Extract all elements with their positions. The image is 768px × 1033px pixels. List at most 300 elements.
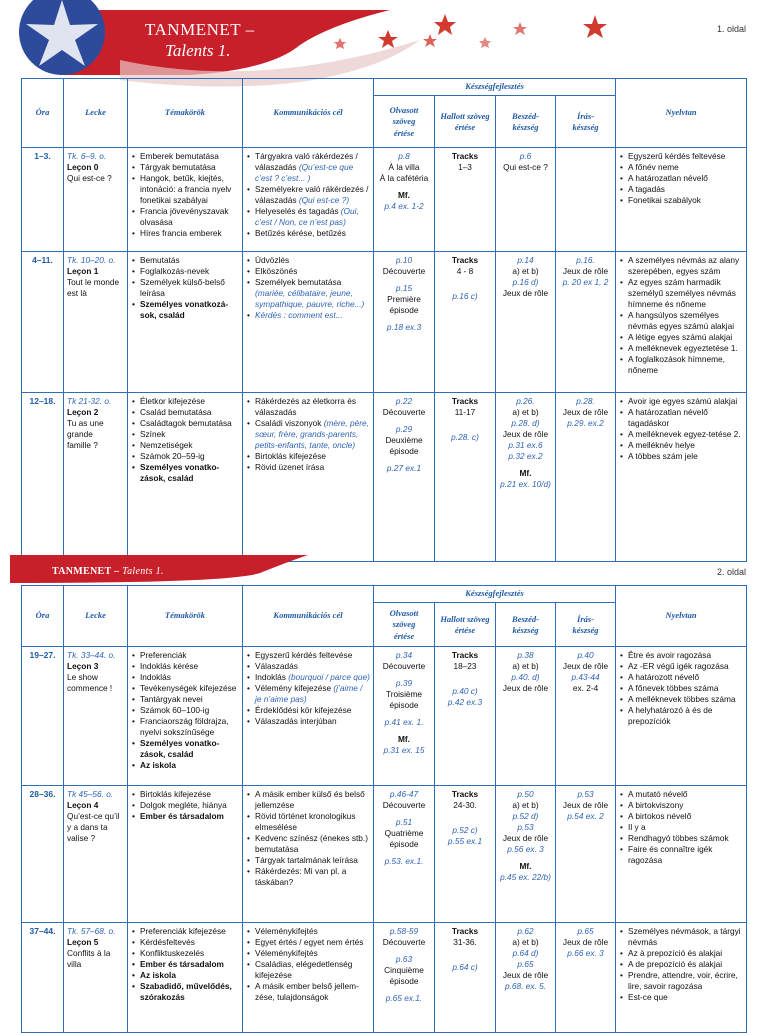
iras-line: p.40 xyxy=(577,650,594,660)
kommunikacios-item xyxy=(255,833,370,855)
nyelvtan-cell xyxy=(616,923,747,1033)
beszed-line: p.56 ex. 3 xyxy=(507,844,544,855)
hallott-line: Tracks xyxy=(451,789,479,799)
nyelvtan-item: • Est-ce que xyxy=(628,992,743,1003)
temakor-item: • Nemzetiségek xyxy=(140,440,239,451)
nyelvtan-cell xyxy=(616,393,747,562)
lecke-text: Qu’est-ce qu’il xyxy=(67,811,120,822)
lecke-cell xyxy=(64,647,128,786)
beszed-line: a) et b) xyxy=(512,407,539,418)
beszed-line: Mf. xyxy=(519,468,532,479)
header-temakorok: Témakörök xyxy=(128,586,243,647)
lecke-cell xyxy=(64,923,128,1033)
olvasott-line: Troisième xyxy=(385,689,423,700)
hallott-line: 24-30. xyxy=(453,800,477,811)
lecke-title: Leçon 4 xyxy=(67,800,99,811)
temakor-item: • Foglalkozás-nevek xyxy=(140,266,239,277)
olvasott-line: Cinquième xyxy=(384,965,424,976)
beszed-line: a) et b) xyxy=(512,266,539,277)
kommunikacios-text: Családi viszonyok xyxy=(255,418,324,429)
olvasott-group xyxy=(377,734,431,756)
temakor-item: • Szabadidő, művelődés, szórakozás xyxy=(140,981,239,1003)
beszed-line: p.68. ex. 5. xyxy=(504,981,547,992)
nyelvtan-item: • Személyes névmások, a tárgyi névmás xyxy=(628,926,743,948)
kommunikacios-example: (mariée, célibataire, jeune, sympathique, pauvre, riche...) xyxy=(255,288,365,310)
kommunikacios-text: Válaszadás xyxy=(255,661,298,672)
iras-cell xyxy=(556,252,616,393)
olvasott-group xyxy=(377,255,431,277)
beszed-line: a) et b) xyxy=(512,800,539,811)
nyelvtan-list xyxy=(619,396,743,462)
header-kommunikacios: Kommunikációs cél xyxy=(243,79,374,148)
olvasott-line: Mf. xyxy=(398,734,410,745)
olvasott-group xyxy=(377,856,431,867)
kommunikacios-text: Érdeklődési kör kifejezése xyxy=(255,705,352,716)
olvasott-group xyxy=(377,993,431,1004)
olvasott-group xyxy=(377,190,431,212)
iras-line: p.29. ex.2 xyxy=(567,418,604,429)
olvasott-line: p.53. ex.1. xyxy=(384,856,424,867)
temakor-item: • Tevékenységek kifejezése xyxy=(140,683,239,694)
kommunikacios-text: Tárgyak tartalmának leírása xyxy=(255,855,358,866)
ora-cell: 28–36. xyxy=(22,786,64,923)
lecke-title: Leçon 5 xyxy=(67,937,99,948)
iras-line: p.43-44 xyxy=(571,672,600,683)
olvasott-line: Première xyxy=(387,294,421,305)
beszed-line: p.64 d) xyxy=(512,948,539,959)
olvasott-line: p.65 ex.1. xyxy=(385,993,423,1004)
lecke-ref: Tk. 10–20. o. xyxy=(67,255,116,265)
lecke-cell xyxy=(64,393,128,562)
nyelvtan-item: • A főnév neme xyxy=(628,162,743,173)
olvasott-group xyxy=(377,678,431,711)
nyelvtan-item: • Prendre, attendre, voir, écrire, lire, savoir ragozása xyxy=(628,970,743,992)
kommunikacios-item xyxy=(255,959,370,981)
temakor-item: • Család bemutatása xyxy=(140,407,239,418)
beszed-line: Jeux de rôle xyxy=(502,833,549,844)
iras-line: p.54 ex. 2 xyxy=(567,811,604,822)
lecke-text: Qui est-ce ? xyxy=(67,173,112,184)
lecke-text: grande xyxy=(67,429,93,440)
nyelvtan-item: • A hangsúlyos személyes névmás egyes számú alakjai xyxy=(628,310,743,332)
header-keszseg: Készségfejlesztés xyxy=(374,79,616,96)
ora-cell: 37–44. xyxy=(22,923,64,1033)
temakor-item: • Emberek bemutatása xyxy=(140,151,239,162)
kommunikacios-example: (j’aime / je n’aime pas) xyxy=(255,683,363,705)
beszed-line: Jeux de rôle xyxy=(502,683,549,694)
lecke-text: villa xyxy=(67,959,82,970)
olvasott-line: À la villa xyxy=(388,162,420,173)
hallott-line: Tracks xyxy=(451,650,479,660)
temakor-item: • Számok 60–100-ig xyxy=(140,705,239,716)
temakor-item: • Kérdésfeltevés xyxy=(140,937,239,948)
kommunikacios-item xyxy=(255,650,370,661)
temakor-item: • Személyes vonatko-zások, család xyxy=(140,738,239,760)
lecke-cell xyxy=(64,786,128,923)
kommunikacios-item xyxy=(255,705,370,716)
hallott-cell xyxy=(435,393,496,562)
temakor-item: • Preferenciák xyxy=(140,650,239,661)
nyelvtan-item: • Egyszerű kérdés feltevése xyxy=(628,151,743,162)
nyelvtan-item: • A melléknév helye xyxy=(628,440,743,451)
olvasott-line: Découverte xyxy=(382,266,426,277)
nyelvtan-item: • A személyes névmás az alany szerepében, egyes szám xyxy=(628,255,743,277)
kommunikacios-item xyxy=(255,855,370,866)
kommunikacios-item xyxy=(255,716,370,727)
page2-number: 2. oldal xyxy=(716,567,746,577)
olvasott-line: épisode xyxy=(389,976,419,987)
iras-line: Jeux de rôle xyxy=(562,266,609,277)
kommunikacios-text: Üdvözlés xyxy=(255,255,290,265)
hallott-line: p.40 c) xyxy=(452,686,478,697)
header-beszed: Beszéd- készség xyxy=(496,603,556,647)
nyelvtan-item: • Az à prepozíció és alakjai xyxy=(628,948,743,959)
kommunikacios-list xyxy=(246,789,370,888)
kommunikacios-list xyxy=(246,255,370,321)
olvasott-line: Découverte xyxy=(382,407,426,418)
beszed-line: p.52 d) xyxy=(512,811,539,822)
lecke-text: Conflits à la xyxy=(67,948,111,959)
kommunikacios-text: Válaszadás interjúban xyxy=(255,716,337,727)
table-row xyxy=(22,393,747,562)
beszed-line: a) et b) xyxy=(512,937,539,948)
table-row xyxy=(22,148,747,252)
kommunikacios-text: Személyekre való rákérdezés / válaszadás xyxy=(255,184,369,206)
kommunikacios-text: Egyet értés / egyet nem értés xyxy=(255,937,364,948)
kommunikacios-item xyxy=(255,418,370,451)
olvasott-line: Découverte xyxy=(382,800,426,811)
nyelvtan-item: • A határozatlan névelő xyxy=(628,173,743,184)
kommunikacios-text: A másik ember külső és belső jellemzése xyxy=(255,789,365,811)
nyelvtan-item: • A helyhatározó à és de prepozíciók xyxy=(628,705,743,727)
nyelvtan-cell xyxy=(616,252,747,393)
kommunikacios-text: Elköszönés xyxy=(255,266,298,277)
nyelvtan-list xyxy=(619,926,743,1003)
nyelvtan-list xyxy=(619,789,743,866)
beszed-cell xyxy=(496,252,556,393)
lecke-text: valise ? xyxy=(67,833,96,844)
lecke-ref: Tk. 6–9. o. xyxy=(67,151,107,161)
olvasott-group xyxy=(377,283,431,316)
iras-line: p.16. xyxy=(576,255,595,265)
hallott-line: Tracks xyxy=(451,151,479,161)
kommunikacios-item xyxy=(255,948,370,959)
hallott-cell xyxy=(435,786,496,923)
olvasott-line: p.15 xyxy=(395,283,413,294)
temakorok-cell xyxy=(128,786,243,923)
olvasott-line: À la cafétéria xyxy=(379,173,429,184)
plan-table-page1 xyxy=(21,78,747,562)
iras-line: Jeux de rôle xyxy=(562,661,609,672)
header-ora: Óra xyxy=(22,586,64,647)
kommunikacios-item xyxy=(255,937,370,948)
kommunikacios-item xyxy=(255,462,370,473)
iras-line: p.65 xyxy=(577,926,594,936)
olvasott-line: p.10 xyxy=(395,255,413,265)
olvasott-line: p.31 ex. 15 xyxy=(383,745,425,756)
kommunikacios-text: Személyek bemutatása xyxy=(255,277,342,288)
temakorok-list xyxy=(131,789,239,822)
kommunikacios-example: (bourquoi / parce que) xyxy=(288,672,370,683)
olvasott-group xyxy=(377,717,431,728)
header-iras: Írás- készség xyxy=(556,603,616,647)
table-row xyxy=(22,786,747,923)
header-iras: Írás- készség xyxy=(556,96,616,148)
lecke-text: famille ? xyxy=(67,440,98,451)
kommunikacios-item xyxy=(255,310,370,321)
olvasott-group xyxy=(377,322,431,333)
kommunikacios-text: Rövid történet kronologikus elmesélése xyxy=(255,811,356,833)
olvasott-line: p.51 xyxy=(395,817,413,828)
nyelvtan-item: • A tagadás xyxy=(628,184,743,195)
nyelvtan-item: • Az egyes szám harmadik személyű személyes névmás hímneme és nőneme xyxy=(628,277,743,310)
temakor-item: • Az iskola xyxy=(140,760,239,771)
kommunikacios-item xyxy=(255,255,370,266)
hallott-line: p.28. c) xyxy=(451,432,479,443)
header-hallott: Hallott szöveg értése xyxy=(435,96,496,148)
kommunikacios-item xyxy=(255,228,370,239)
olvasott-line: Découverte xyxy=(382,937,426,948)
olvasott-cell xyxy=(374,148,435,252)
olvasott-group xyxy=(377,396,431,418)
olvasott-line: Deuxième xyxy=(385,435,423,446)
temakorok-list xyxy=(131,255,239,321)
temakor-item: • Személyes vonatkozá-sok, család xyxy=(140,299,239,321)
page1-title-line1: TANMENET – xyxy=(145,20,255,39)
nyelvtan-item: • Az -ER végű igék ragozása xyxy=(628,661,743,672)
hallott-cell xyxy=(435,148,496,252)
olvasott-line: Découverte xyxy=(382,661,426,672)
temakor-item: • Konfliktuskezelés xyxy=(140,948,239,959)
kommunikacios-item xyxy=(255,683,370,705)
olvasott-line: p.29 xyxy=(395,424,413,435)
header-temakorok: Témakörök xyxy=(128,79,243,148)
kommunikacios-item xyxy=(255,451,370,462)
temakorok-list xyxy=(131,151,239,239)
iras-cell xyxy=(556,393,616,562)
temakorok-list xyxy=(131,396,239,484)
nyelvtan-item: • A főnevek többes száma xyxy=(628,683,743,694)
nyelvtan-item: • A mutató névelő xyxy=(628,789,743,800)
temakor-item: • Ember és társadalom xyxy=(140,959,239,970)
olvasott-group xyxy=(377,954,431,987)
kommunikacios-item xyxy=(255,672,370,683)
header-nyelvtan: Nyelvtan xyxy=(616,79,747,148)
kommunikacios-cell xyxy=(243,393,374,562)
temakorok-cell xyxy=(128,647,243,786)
beszed-line: p.65 xyxy=(517,959,534,970)
olvasott-line: p.58-59 xyxy=(389,926,419,936)
beszed-line: p.26. xyxy=(516,396,535,406)
header-lecke: Lecke xyxy=(64,79,128,148)
olvasott-line: Quatrième xyxy=(384,828,424,839)
olvasott-group xyxy=(377,650,431,672)
nyelvtan-list xyxy=(619,650,743,727)
kommunikacios-text: Rákérdezés az életkorra és válaszadás xyxy=(255,396,356,418)
kommunikacios-list xyxy=(246,396,370,473)
olvasott-cell xyxy=(374,786,435,923)
lecke-title: Leçon 1 xyxy=(67,266,99,277)
hallott-cell xyxy=(435,647,496,786)
kommunikacios-text: Helyeselés és tagadás xyxy=(255,206,341,217)
nyelvtan-list xyxy=(619,151,743,206)
beszed-line: p.14 xyxy=(517,255,534,265)
hallott-cell xyxy=(435,252,496,393)
kommunikacios-list xyxy=(246,151,370,239)
iras-line: ex. 2-4 xyxy=(572,683,599,694)
lecke-text: est là xyxy=(67,288,87,299)
olvasott-line: p.39 xyxy=(395,678,413,689)
nyelvtan-item: • A melléknevek egyez-tetése 2. xyxy=(628,429,743,440)
ora-cell: 1–3. xyxy=(22,148,64,252)
lecke-cell xyxy=(64,252,128,393)
olvasott-line: p.22 xyxy=(395,396,413,406)
temakorok-cell xyxy=(128,393,243,562)
hallott-line: 4 - 8 xyxy=(456,266,474,277)
hallott-line: p.55 ex.1 xyxy=(447,836,483,847)
lecke-title: Leçon 2 xyxy=(67,407,99,418)
temakor-item: • Preferenciák kifejezése xyxy=(140,926,239,937)
olvasott-group xyxy=(377,424,431,457)
nyelvtan-cell xyxy=(616,148,747,252)
hallott-line: Tracks xyxy=(451,926,479,936)
ora-cell: 4–11. xyxy=(22,252,64,393)
kommunikacios-item xyxy=(255,661,370,672)
nyelvtan-item: • A többes szám jele xyxy=(628,451,743,462)
olvasott-line: p.41 ex. 1. xyxy=(384,717,424,728)
olvasott-group xyxy=(377,817,431,850)
hallott-line: 31-36. xyxy=(453,937,477,948)
temakorok-cell xyxy=(128,148,243,252)
page1-title-line2: Talents 1. xyxy=(165,41,231,60)
page1-number: 1. oldal xyxy=(716,24,746,34)
lecke-text: commence ! xyxy=(67,683,113,694)
ora-cell: 19–27. xyxy=(22,647,64,786)
beszed-line: Mf. xyxy=(519,861,532,872)
beszed-line: p.45 ex. 22/b) xyxy=(500,872,551,883)
temakorok-list xyxy=(131,926,239,1003)
iras-line: Jeux de rôle xyxy=(562,407,609,418)
kommunikacios-text: Vélemény kifejezése xyxy=(255,683,334,694)
header-lecke: Lecke xyxy=(64,586,128,647)
hallott-line: 11-17 xyxy=(454,407,476,418)
beszed-line: Jeux de rôle xyxy=(502,970,549,981)
kommunikacios-text: Családias, elégedetlenség kifejezése xyxy=(255,959,353,981)
beszed-line: p.21 ex. 10/d) xyxy=(500,479,551,490)
kommunikacios-item xyxy=(255,926,370,937)
kommunikacios-text: Indoklás xyxy=(255,672,289,683)
temakor-item: • Francia jövevényszavak olvasása xyxy=(140,206,239,228)
iras-cell xyxy=(556,786,616,923)
olvasott-line: p.18 ex.3 xyxy=(386,322,422,333)
temakor-item: • Az iskola xyxy=(140,970,239,981)
beszed-line: p.6 xyxy=(519,151,532,161)
beszed-line: Jeux de rôle xyxy=(502,429,549,440)
olvasott-group xyxy=(377,926,431,948)
kommunikacios-item xyxy=(255,866,370,888)
kommunikacios-text: A másik ember belső jellem-zése, tulajdonságok xyxy=(255,981,359,1003)
nyelvtan-item: • Il y a xyxy=(628,822,743,833)
olvasott-line: p.4 ex. 1-2 xyxy=(384,201,424,212)
beszed-cell xyxy=(496,786,556,923)
temakor-item: • Franciaország földrajza, nyelvi sokszínűsége xyxy=(140,716,239,738)
temakorok-list xyxy=(131,650,239,771)
kommunikacios-text: Véleménykifejtés xyxy=(255,926,318,936)
nyelvtan-item: • A de prepozíció és alakjai xyxy=(628,959,743,970)
kommunikacios-cell xyxy=(243,647,374,786)
olvasott-cell xyxy=(374,923,435,1033)
olvasott-line: p.34 xyxy=(395,650,413,660)
lecke-text: y a dans ta xyxy=(67,822,108,833)
iras-cell xyxy=(556,148,616,252)
hallott-line: 18–23 xyxy=(453,661,477,672)
olvasott-line: p.46-47 xyxy=(389,789,419,799)
iras-line: p.28. xyxy=(576,396,595,406)
header-beszed: Beszéd- készség xyxy=(496,96,556,148)
lecke-text: Tout le monde xyxy=(67,277,120,288)
kommunikacios-example: (mère, père, sœur, frère, grands-parents, petits-enfants, tante, oncle) xyxy=(255,418,369,451)
temakorok-cell xyxy=(128,923,243,1033)
kommunikacios-example: (Qui est-ce ?) xyxy=(298,195,350,206)
kommunikacios-list xyxy=(246,650,370,727)
kommunikacios-item xyxy=(255,789,370,811)
nyelvtan-item: • A melléknevek többes száma xyxy=(628,694,743,705)
iras-line: Jeux de rôle xyxy=(562,800,609,811)
table-row xyxy=(22,923,747,1033)
temakor-item: • Hangok, betűk, kiejtés, intonáció: a francia nyelv fonetikai szabályai xyxy=(140,173,239,206)
olvasott-line: épisode xyxy=(389,839,419,850)
olvasott-line: p.8 xyxy=(398,151,410,161)
nyelvtan-item: • Avoir ige egyes számú alakjai xyxy=(628,396,743,407)
kommunikacios-item xyxy=(255,396,370,418)
olvasott-line: épisode xyxy=(389,446,419,457)
header-nyelvtan: Nyelvtan xyxy=(616,586,747,647)
header-kommunikacios: Kommunikációs cél xyxy=(243,586,374,647)
olvasott-line: Mf. xyxy=(398,190,410,201)
plan-table-page2 xyxy=(21,585,747,1033)
beszed-cell xyxy=(496,148,556,252)
kommunikacios-item xyxy=(255,266,370,277)
kommunikacios-text: Betűzés kérése, betűzés xyxy=(255,228,346,239)
hallott-line: 1–3 xyxy=(458,162,472,173)
lecke-text: Tu as une xyxy=(67,418,104,429)
ora-cell: 12–18. xyxy=(22,393,64,562)
olvasott-cell xyxy=(374,647,435,786)
hallott-line: p.16 c) xyxy=(452,291,478,302)
kommunikacios-item xyxy=(255,981,370,1003)
temakor-item: • Bemutatás xyxy=(140,255,239,266)
lecke-ref: Tk 21-32. o. xyxy=(67,396,112,406)
lecke-cell xyxy=(64,148,128,252)
kommunikacios-text: Rövid üzenet írása xyxy=(255,462,325,473)
nyelvtan-cell xyxy=(616,786,747,923)
iras-line: p. 20 ex 1, 2 xyxy=(562,277,609,288)
beszed-line: p.32 ex.2 xyxy=(508,451,543,462)
beszed-line: p.50 xyxy=(517,789,534,799)
nyelvtan-item: • Être és avoir ragozása xyxy=(628,650,743,661)
temakor-item: • Számok 20–59-ig xyxy=(140,451,239,462)
nyelvtan-item: • Rendhagyó többes számok xyxy=(628,833,743,844)
table-row xyxy=(22,647,747,786)
kommunikacios-example: (Oui, c’est / Non, ce n’est pas) xyxy=(255,206,359,228)
nyelvtan-item: • Faire és connaître igék ragozása xyxy=(628,844,743,866)
kommunikacios-item xyxy=(255,277,370,310)
beszed-line: Qui est-ce ? xyxy=(503,162,548,173)
olvasott-line: p.27 ex.1 xyxy=(386,463,422,474)
nyelvtan-item: • A birtokos névelő xyxy=(628,811,743,822)
olvasott-line: p.63 xyxy=(395,954,413,965)
kommunikacios-cell xyxy=(243,148,374,252)
